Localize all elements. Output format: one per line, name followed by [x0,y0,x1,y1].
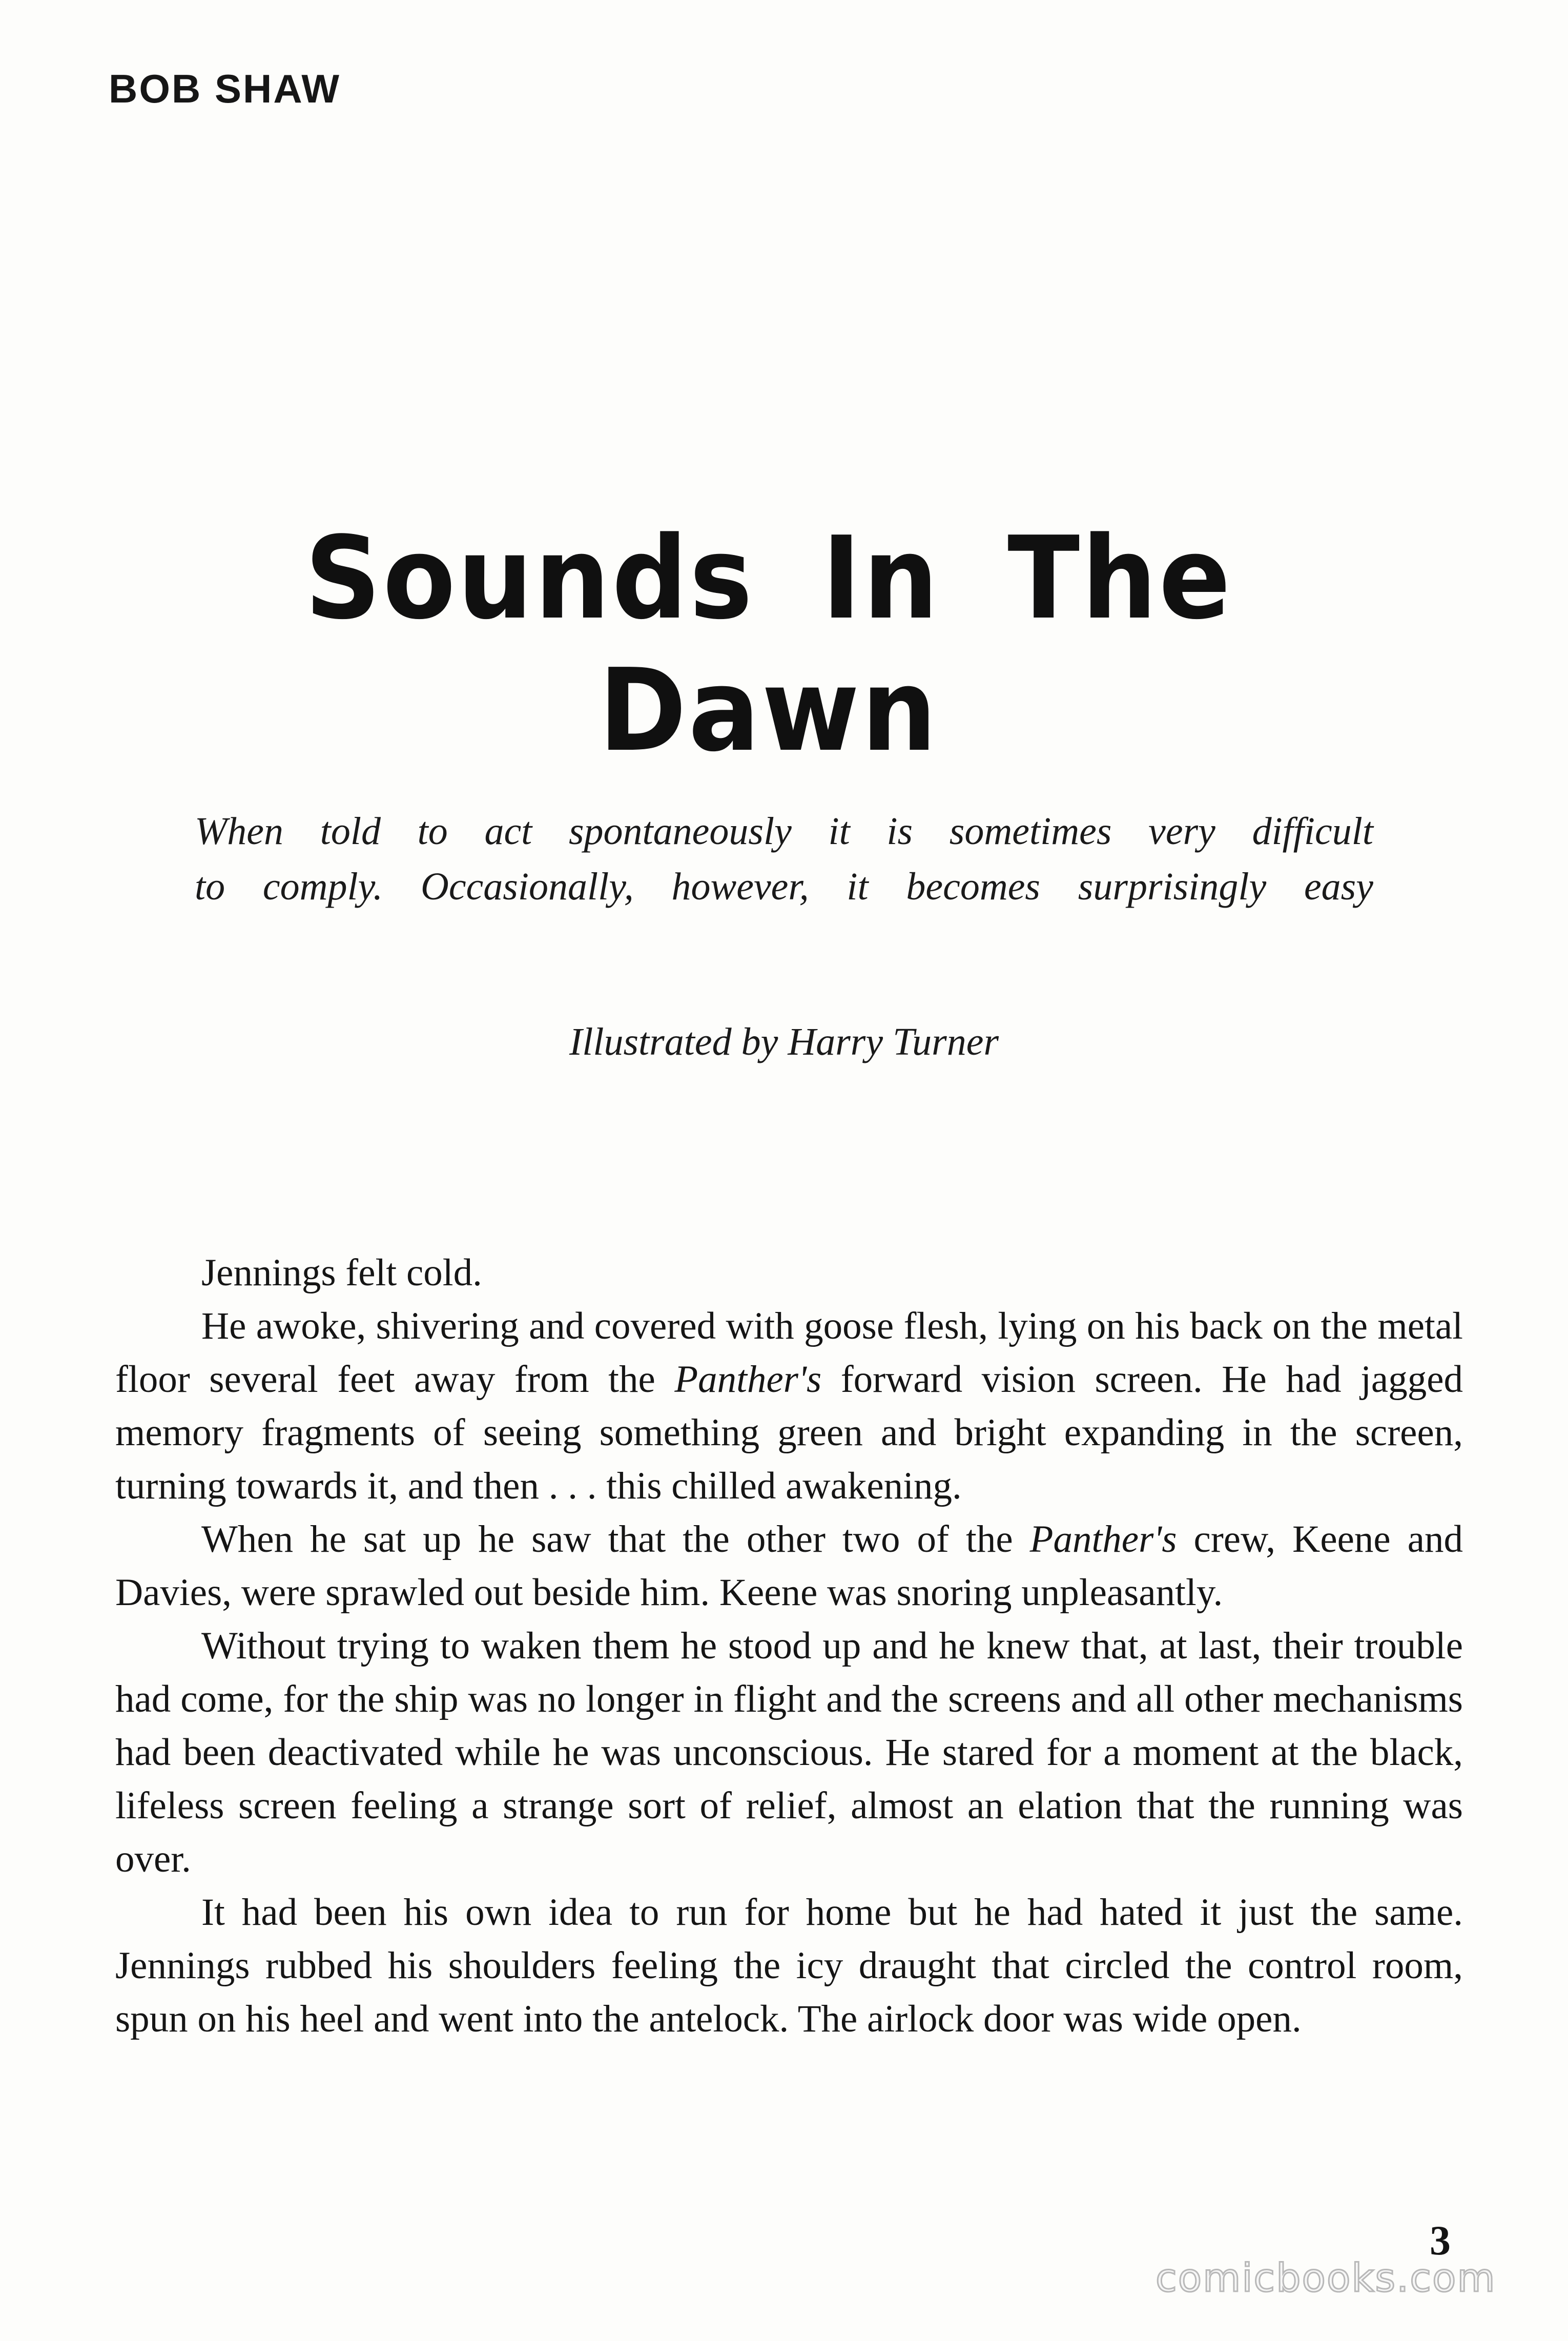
illustrator-credit: Illustrated by Harry Turner [569,1020,999,1063]
blurb-line-1: When told to act spontaneously it is sometimes very difficult [195,810,1373,853]
paragraph-2 [115,1300,1463,1513]
paragraph-4: Without trying to waken them he stood up and he knew that, at last, their trouble had come, for the ship was no longer in flight and the screens and all other mechanisms had been deactivated while he was unconscious. He stared for a moment at the black, lifeless screen feeling a strange sort of relief, almost an elation that the running was over. [115,1625,1463,1880]
site-watermark: comicbooks.com [1156,2255,1496,2301]
paragraph-5: It had been his own idea to run for home but he had hated it just the same. Jennings rubbed his shoulders feeling the icy draught that circled the control room, spun on his heel and went into the antelock. The airlock door was wide open. [115,1891,1463,2040]
paragraph-2-text-b: forward vision screen. He had jagged memory fragments of seeing something green and bright expanding in the screen, turning towards it, and then . . . this chilled awakening. [115,1358,1463,1507]
page-number: 3 [1430,2217,1451,2264]
ship-name: Panther's [674,1358,822,1401]
paragraph-3-text-a: When he sat up he saw that the other two of the [201,1518,1030,1560]
story-body [115,1246,1463,2046]
story-title: Sounds In The Dawn [304,512,1233,777]
story-blurb [195,804,1373,914]
paragraph-3 [115,1513,1463,1619]
paragraph-3-text-b: crew, Keene and Davies, were sprawled out beside him. Keene was snoring unpleasantly. [115,1518,1463,1614]
paragraph-2-text-a: He awoke, shivering and covered with goose flesh, lying on his back on the metal floor several feet away from the [115,1305,1463,1401]
blurb-line-2: to comply. Occasionally, however, it becomes surprisingly easy [195,865,1373,908]
author-name: BOB SHAW [109,66,341,111]
paragraph-1: Jennings felt cold. [201,1251,482,1294]
ship-name: Panther's [1029,1518,1177,1560]
